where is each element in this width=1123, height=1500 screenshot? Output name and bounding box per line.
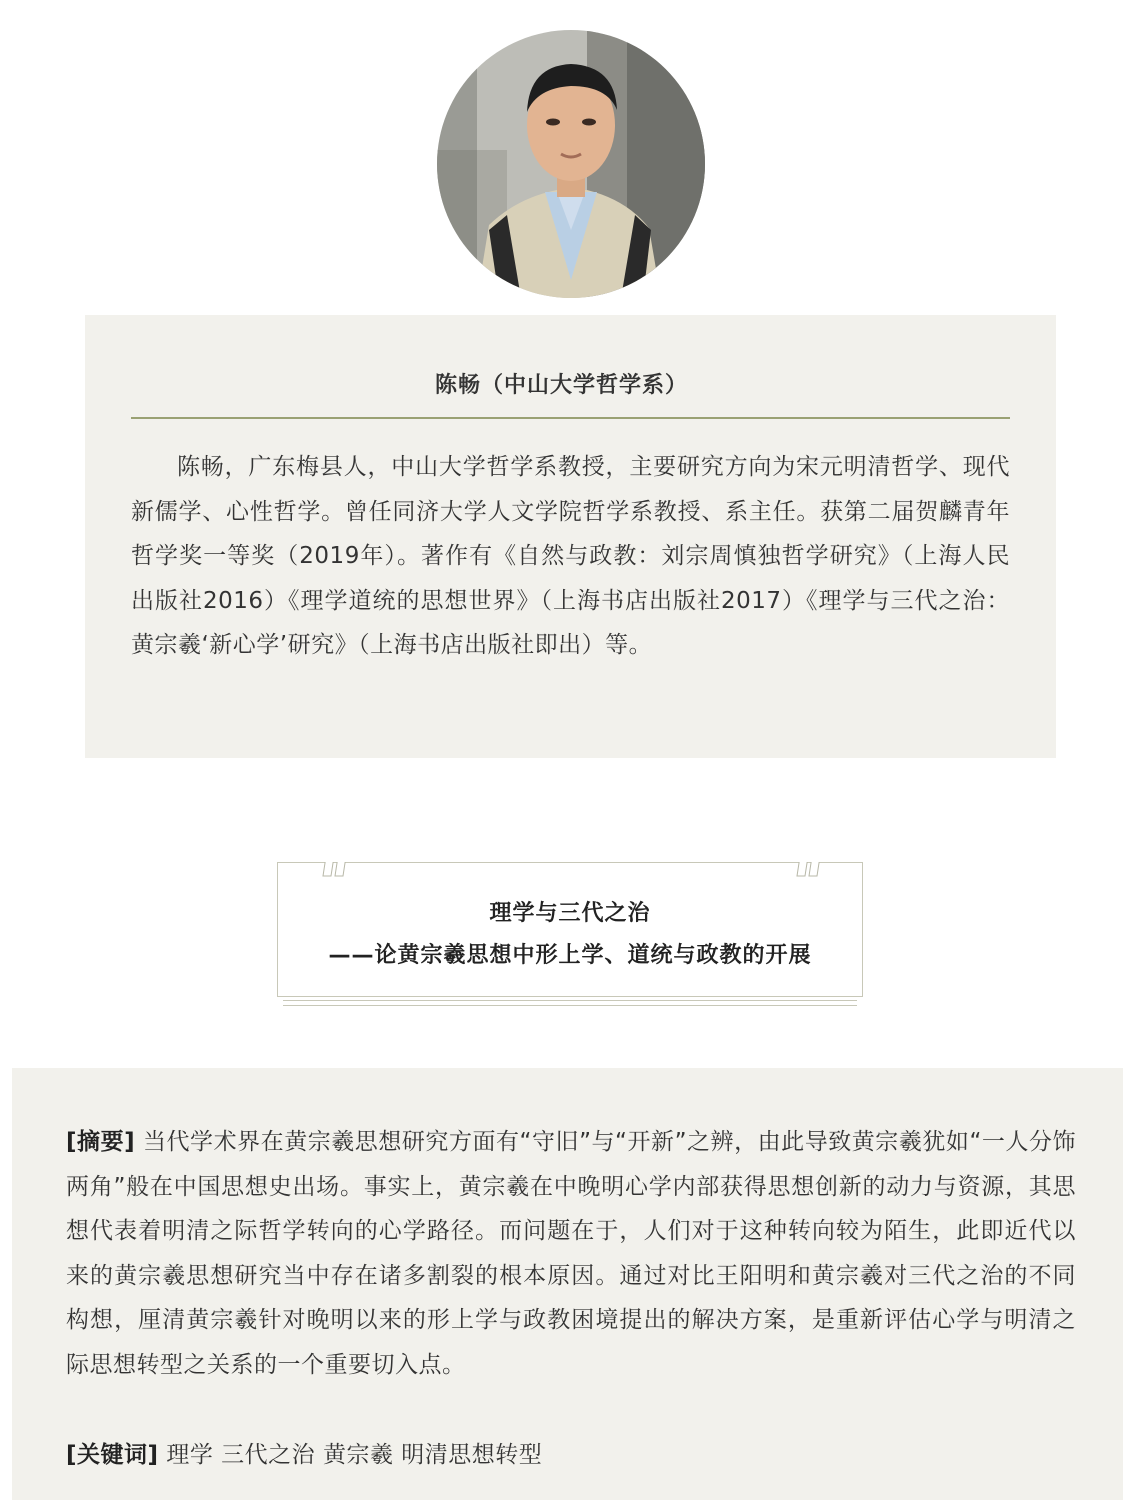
- article-title-frame: [277, 862, 863, 1006]
- article-subtitle: ——论黄宗羲思想中形上学、道统与政教的开展: [328, 943, 812, 968]
- left-clip-icon: [323, 862, 347, 876]
- keywords-label: [关键词]: [66, 1442, 159, 1468]
- keywords: [66, 1433, 1076, 1477]
- author-avatar: [437, 30, 705, 298]
- bio-divider: [131, 417, 1010, 419]
- abstract-label: [摘要]: [66, 1129, 136, 1155]
- abstract: [66, 1120, 1076, 1387]
- right-clip-icon: [797, 862, 821, 876]
- author-bio: 陈畅，广东梅县人，中山大学哲学系教授，主要研究方向为宋元明清哲学、现代新儒学、心性哲学。曾任同济大学人文学院哲学系教授、系主任。获第二届贺麟青年哲学奖一等奖（2019年）。著作有《自然与政教：刘宗周慎独哲学研究》（上海人民出版社2016）《理学道统的思想世界》（上海书店出版社2017）《理学与三代之治：黄宗羲‘新心学’研究》（上海书店出版社即出）等。: [131, 454, 1010, 658]
- article-title: 理学与三代之治: [489, 901, 651, 926]
- title-frame-border: [277, 862, 863, 1006]
- author-photo: [437, 30, 705, 298]
- author-heading: 陈畅（中山大学哲学系）: [434, 373, 688, 398]
- keywords-text: 理学 三代之治 黄宗羲 明清思想转型: [158, 1442, 543, 1468]
- abstract-text: 当代学术界在黄宗羲思想研究方面有“守旧”与“开新”之辨，由此导致黄宗羲犹如“一人分饰两角”般在中国思想史出场。事实上，黄宗羲在中晚明心学内部获得思想创新的动力与资源，其思想代表着明清之际哲学转向的心学路径。而问题在于，人们对于这种转向较为陌生，此即近代以来的黄宗羲思想研究当中存在诸多割裂的根本原因。通过对比王阳明和黄宗羲对三代之治的不同构想，厘清黄宗羲针对晚明以来的形上学与政教困境提出的解决方案，是重新评估心学与明清之际思想转型之关系的一个重要切入点。: [66, 1129, 1077, 1378]
